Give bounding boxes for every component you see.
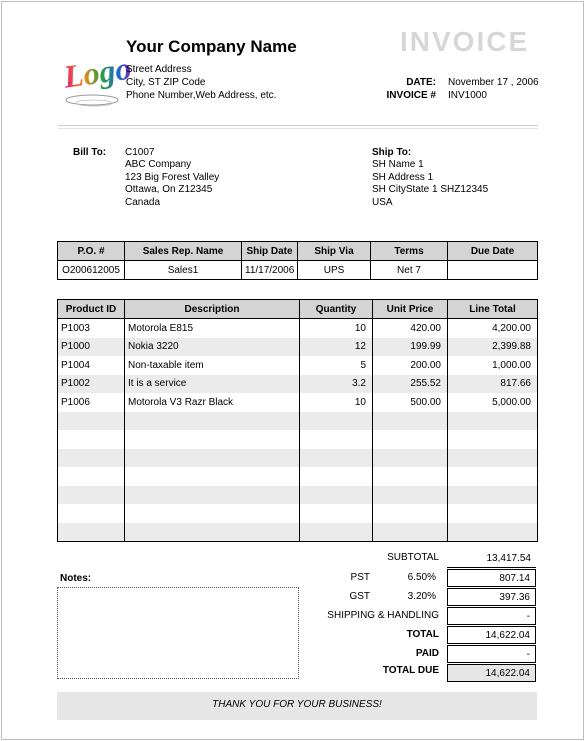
quantity-cell	[300, 449, 373, 468]
quantity-cell	[300, 430, 373, 449]
description-cell	[125, 486, 300, 505]
line-total-cell	[448, 430, 538, 449]
unit-price-cell: 420.00	[373, 319, 448, 338]
date-label: DATE:	[406, 77, 436, 88]
line-total-cell: 5,000.00	[448, 393, 538, 412]
product-id-cell	[58, 467, 125, 486]
quantity-cell: 10	[300, 319, 373, 338]
notes-label: Notes:	[60, 573, 92, 584]
ship-to-line: SH Name 1	[372, 159, 424, 170]
unit-price-cell	[373, 467, 448, 486]
table-row	[58, 486, 538, 505]
quantity-cell: 5	[300, 356, 373, 375]
line-total-cell: 4,200.00	[448, 319, 538, 338]
product-id-cell: P1003	[58, 319, 125, 338]
gst-value: 397.36	[447, 588, 536, 606]
bill-to-line: C1007	[125, 147, 155, 158]
thank-you-footer: THANK YOU FOR YOUR BUSINESS!	[57, 692, 537, 720]
unit-price-cell: 500.00	[373, 393, 448, 412]
line-total-cell	[448, 523, 538, 542]
header-divider	[58, 125, 538, 126]
product-id-cell: P1000	[58, 338, 125, 357]
description-cell: It is a service	[125, 375, 300, 394]
date-value: November 17 , 2006	[448, 77, 539, 88]
sales-rep-value: Sales1	[125, 261, 242, 280]
order-info-table	[57, 241, 538, 280]
notes-box[interactable]	[57, 587, 299, 679]
pst-label: PST	[350, 572, 370, 583]
paid-label: PAID	[415, 648, 439, 659]
unit-price-cell	[373, 430, 448, 449]
due-date-header: Due Date	[448, 242, 538, 261]
description-cell	[125, 467, 300, 486]
items-body	[58, 319, 538, 542]
table-row	[58, 319, 538, 338]
quantity-cell: 12	[300, 338, 373, 357]
table-row	[58, 504, 538, 523]
bill-to-label: Bill To:	[73, 147, 107, 158]
product-id-cell	[58, 523, 125, 542]
company-logo	[61, 40, 134, 110]
table-row	[58, 467, 538, 486]
pst-rate: 6.50%	[407, 572, 436, 583]
line-total-cell: 817.66	[448, 375, 538, 394]
unit-price-cell: 255.52	[373, 375, 448, 394]
total-value: 14,622.04	[447, 626, 536, 644]
description-header: Description	[125, 300, 300, 319]
table-row	[58, 449, 538, 468]
subtotal-label: SUBTOTAL	[387, 552, 439, 563]
quantity-cell: 10	[300, 393, 373, 412]
description-cell: Non-taxable item	[125, 356, 300, 375]
quantity-cell: 3.2	[300, 375, 373, 394]
line-total-cell	[448, 467, 538, 486]
bill-to-line: 123 Big Forest Valley	[125, 172, 220, 183]
line-total-cell	[448, 412, 538, 431]
ship-via-header: Ship Via	[298, 242, 371, 261]
table-row	[58, 356, 538, 375]
description-cell	[125, 430, 300, 449]
description-cell: Nokia 3220	[125, 338, 300, 357]
order-value-row	[58, 261, 538, 280]
line-total-cell: 1,000.00	[448, 356, 538, 375]
unit-price-cell	[373, 486, 448, 505]
unit-price-header: Unit Price	[373, 300, 448, 319]
ship-via-value: UPS	[298, 261, 371, 280]
terms-value: Net 7	[371, 261, 448, 280]
product-id-cell	[58, 486, 125, 505]
unit-price-cell	[373, 449, 448, 468]
description-cell	[125, 504, 300, 523]
description-cell	[125, 449, 300, 468]
items-header-row	[58, 300, 538, 319]
pst-value: 807.14	[447, 569, 536, 587]
product-id-cell	[58, 412, 125, 431]
invoice-number-label: INVOICE #	[386, 90, 436, 101]
line-total-cell: 2,399.88	[448, 338, 538, 357]
paid-value: -	[447, 645, 536, 663]
line-total-cell	[448, 449, 538, 468]
subtotal-value: 13,417.54	[447, 550, 536, 568]
invoice-title: INVOICE	[400, 26, 530, 57]
line-total-cell	[448, 486, 538, 505]
product-id-cell	[58, 504, 125, 523]
quantity-cell	[300, 412, 373, 431]
due-date-value	[448, 261, 538, 280]
quantity-header: Quantity	[300, 300, 373, 319]
description-cell: Motorola V3 Razr Black	[125, 393, 300, 412]
unit-price-cell: 199.99	[373, 338, 448, 357]
product-id-cell: P1006	[58, 393, 125, 412]
total-label: TOTAL	[406, 629, 439, 640]
ship-to-line: SH CityState 1 SHZ12345	[372, 184, 489, 195]
invoice-page	[1, 1, 584, 740]
description-cell	[125, 412, 300, 431]
quantity-cell	[300, 467, 373, 486]
po-header: P.O. #	[58, 242, 125, 261]
table-row	[58, 338, 538, 357]
unit-price-cell	[373, 523, 448, 542]
line-items-table	[57, 299, 538, 542]
ship-date-value: 11/17/2006	[242, 261, 298, 280]
product-id-cell	[58, 449, 125, 468]
description-cell: Motorola E815	[125, 319, 300, 338]
unit-price-cell: 200.00	[373, 356, 448, 375]
ship-to-label: Ship To:	[372, 147, 412, 158]
table-row	[58, 375, 538, 394]
company-street: Street Address	[126, 64, 192, 75]
ship-to-line: SH Address 1	[372, 172, 434, 183]
table-row	[58, 412, 538, 431]
total-due-label: TOTAL DUE	[382, 665, 439, 676]
header-divider-shadow	[58, 128, 538, 129]
bill-to-line: Ottawa, On Z12345	[125, 184, 213, 195]
line-total-header: Line Total	[448, 300, 538, 319]
company-city: City, ST ZIP Code	[126, 77, 206, 88]
logo-text: Logo	[61, 49, 134, 95]
company-contact: Phone Number,Web Address, etc.	[126, 90, 277, 101]
ship-date-header: Ship Date	[242, 242, 298, 261]
order-header-row	[58, 242, 538, 261]
unit-price-cell	[373, 412, 448, 431]
company-name: Your Company Name	[126, 37, 297, 56]
description-cell	[125, 523, 300, 542]
sales-rep-header: Sales Rep. Name	[125, 242, 242, 261]
shipping-label: SHIPPING & HANDLING	[327, 610, 439, 621]
unit-price-cell	[373, 504, 448, 523]
product-id-cell: P1002	[58, 375, 125, 394]
quantity-cell	[300, 504, 373, 523]
gst-label: GST	[349, 591, 370, 602]
bill-to-line: Canada	[125, 197, 161, 208]
table-row	[58, 393, 538, 412]
terms-header: Terms	[371, 242, 448, 261]
quantity-cell	[300, 486, 373, 505]
po-value: O200612005	[58, 261, 125, 280]
invoice-number-value: INV1000	[448, 90, 487, 101]
line-total-cell	[448, 504, 538, 523]
table-row	[58, 523, 538, 542]
product-id-cell: P1004	[58, 356, 125, 375]
table-row	[58, 430, 538, 449]
ship-to-line: USA	[372, 197, 393, 208]
product-id-header: Product ID	[58, 300, 125, 319]
gst-rate: 3.20%	[407, 591, 436, 602]
shipping-value: -	[447, 607, 536, 625]
total-due-value: 14,622.04	[447, 664, 536, 682]
quantity-cell	[300, 523, 373, 542]
product-id-cell	[58, 430, 125, 449]
bill-to-line: ABC Company	[125, 159, 192, 170]
